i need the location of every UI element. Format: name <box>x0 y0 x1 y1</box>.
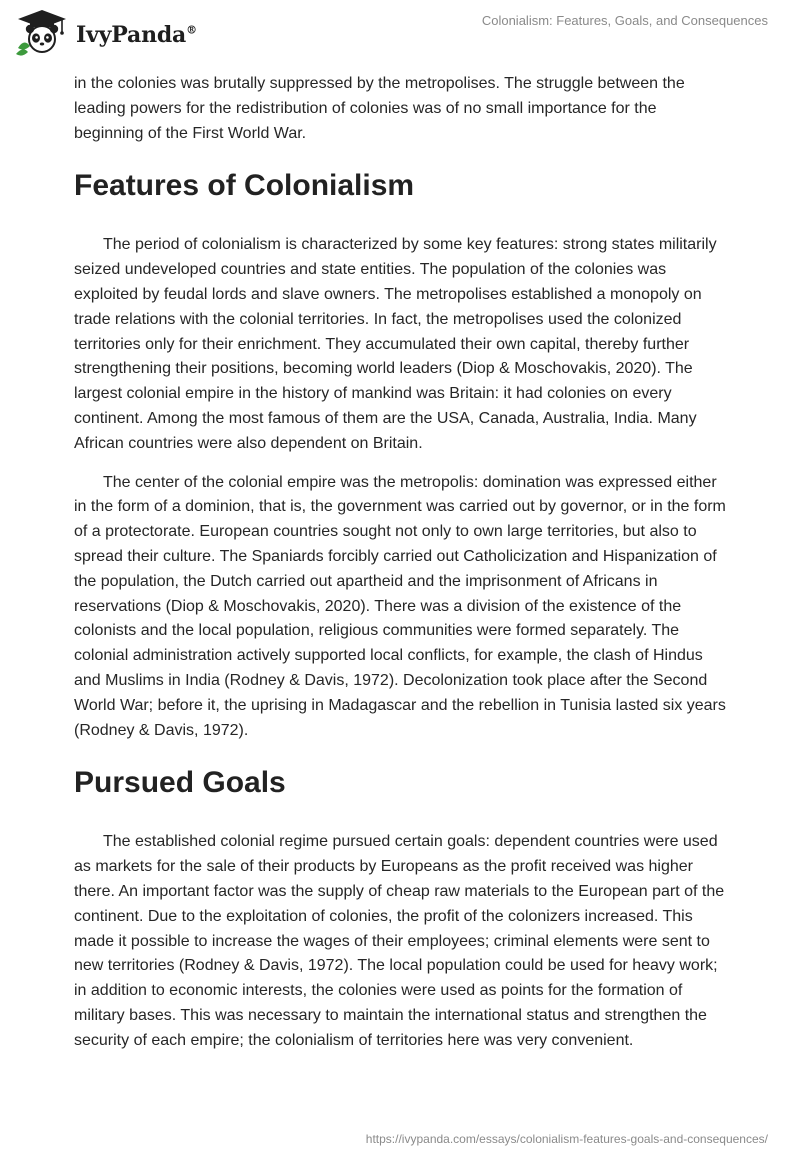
source-url[interactable]: https://ivypanda.com/essays/colonialism-features-goals-and-consequences/ <box>365 1132 768 1146</box>
paragraph: The established colonial regime pursued certain goals: dependent countries were used as markets for the sale of their products by Europeans as the profit received was higher there. An important factor was the supply of cheap raw materials to the European part of the continent. Due to the exploitation of colonies, the profit of the colonizers increased. This made it possible to increase the wages of their employees; criminal elements were sent to new territories (Rodney & Davis, 1972). The local population could be used for heavy work; in addition to economic interests, the colonies were used as points for the formation of military bases. This was necessary to maintain the international status and strengthen the security of each empire; the colonialism of territories here was very convenient. <box>74 833 725 1049</box>
ivypanda-logo[interactable] <box>14 8 197 56</box>
panda-graduate-icon <box>14 8 70 56</box>
essay-body <box>74 72 728 1068</box>
logo-wordmark <box>76 22 197 48</box>
page-header <box>0 0 800 70</box>
intro-paragraph: in the colonies was brutally suppressed by the metropolises. The struggle between the leading powers for the redistribution of colonies was of no small importance for the beginning of the First World War. <box>74 75 685 142</box>
paragraph: The center of the colonial empire was the metropolis: domination was expressed either in the form of a dominion, that is, the government was carried out by governor, or in the form of a protectorate. European countries sought not only to own large territories, but also to spread their culture. The Spaniards forcibly carried out Catholicization and Hispanization of the population, the Dutch carried out apartheid and the imprisonment of Africans in reservations (Diop & Moschovakis, 2020). There was a division of the existence of the colonists and the local population, religious communities were formed separately. The colonial administration actively supported local conflicts, for example, the clash of Hindus and Muslims in India (Rodney & Davis, 1972). Decolonization took place after the Second World War; before it, the uprising in Madagascar and the rebellion in Tunisia lasted six years (Rodney & Davis, 1972). <box>74 473 726 739</box>
paragraph: The period of colonialism is characterized by some key features: strong states militarily seized undeveloped countries and state entities. The population of the colonies was exploited by feudal lords and slave owners. The metropolises established a monopoly on trade relations with the colonial territories. In fact, the metropolises used the colonized territories only for their enrichment. They accumulated their own capital, thereby further strengthening their positions, becoming world leaders (Diop & Moschovakis, 2020). The largest colonial empire in the history of mankind was Britain: it had colonies on every continent. Among the most famous of them are the USA, Canada, Australia, India. Many African countries were also dependent on Britain. <box>74 236 717 452</box>
section-heading-features: Features of Colonialism <box>74 169 415 203</box>
registered-mark: ® <box>186 23 197 37</box>
document-title: Colonialism: Features, Goals, and Consequences <box>481 13 768 28</box>
logo-name: IvyPanda <box>76 22 187 48</box>
section-heading-goals: Pursued Goals <box>74 766 286 800</box>
